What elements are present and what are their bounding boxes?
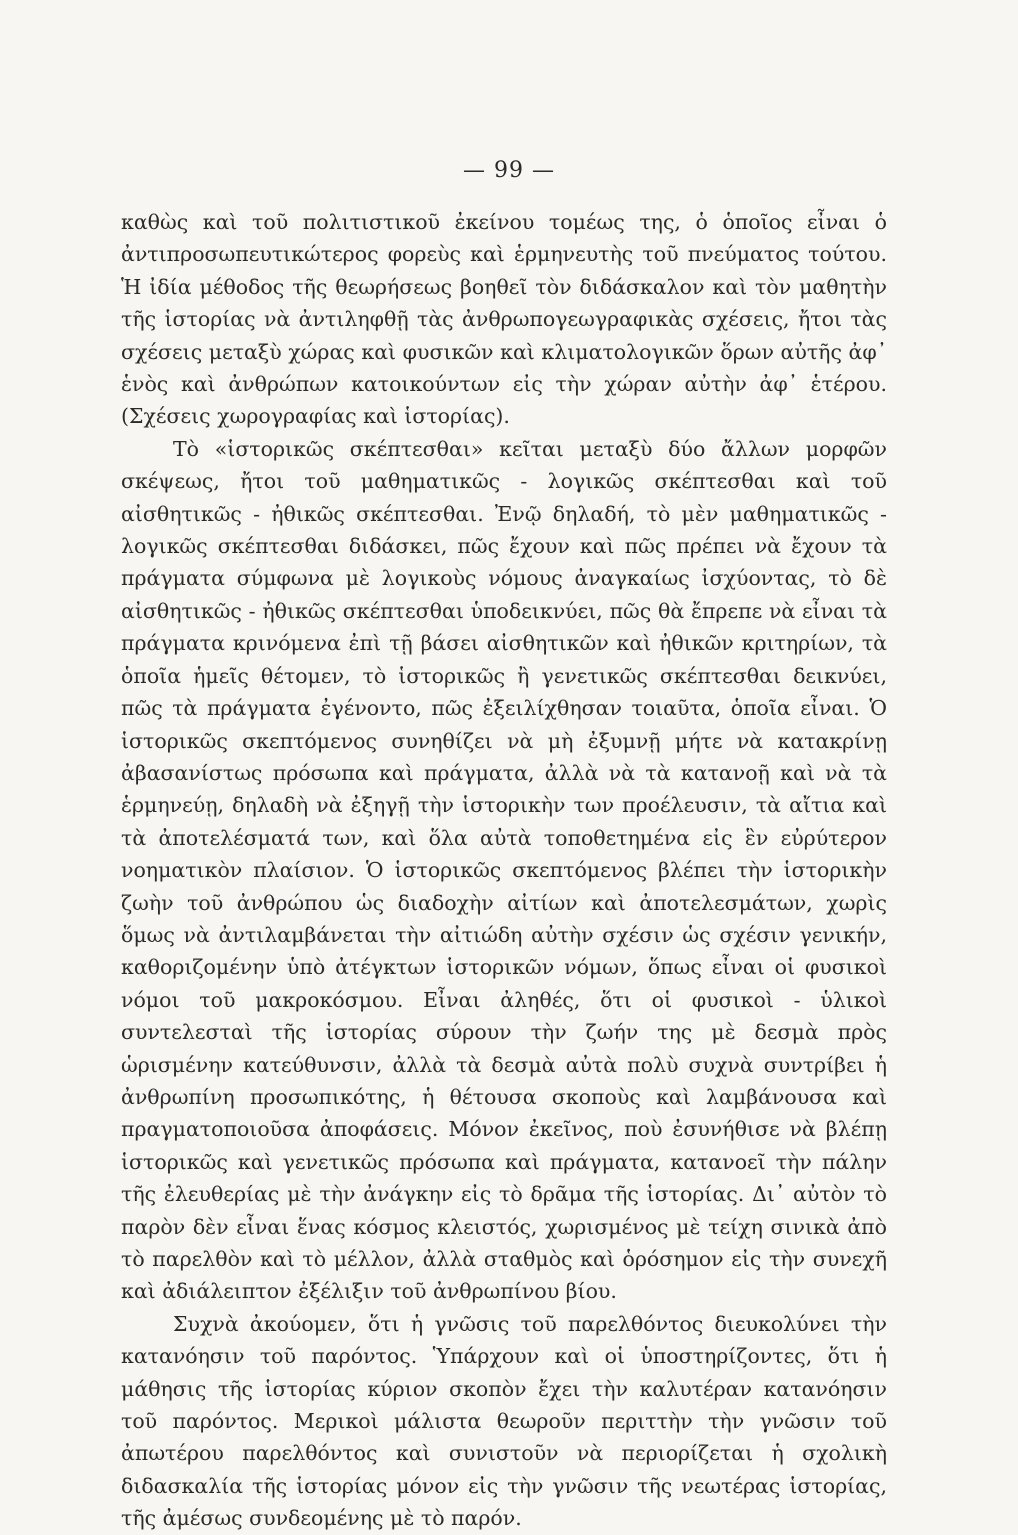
paragraph-historical-thinking: Τὸ «ἱστορικῶς σκέπτεσθαι» κεῖται μεταξὺ δύο ἄλλων μορφῶν σκέψεως, ἤτοι τοῦ μαθηματικῶς - λογικῶς σκέπτεσθαι καὶ τοῦ αἰσθητικῶς - ἠθικῶς σκέπτεσθαι. Ἐνῷ δηλαδή, τὸ μὲν μαθηματικῶς - λογικῶς σκέπτεσθαι διδάσκει, πῶς ἔχουν καὶ πῶς πρέπει νὰ ἔχουν τὰ πράγματα σύμφωνα μὲ λογικοὺς νόμους ἀναγκαίως ἰσχύοντας, τὸ δὲ αἰσθητικῶς - ἠθικῶς σκέπτεσθαι ὑποδεικνύει, πῶς θὰ ἔπρεπε νὰ εἶναι τὰ πράγματα κρινόμενα ἐπὶ τῇ βάσει αἰσθητικῶν καὶ ἠθικῶν κριτηρίων, τὰ ὁποῖα ἡμεῖς θέτομεν, τὸ ἱστορικῶς ἢ γενετικῶς σκέπτεσθαι δεικνύει, πῶς τὰ πράγματα ἐγένοντο, πῶς ἐξειλίχθησαν τοιαῦτα, ὁποῖα εἶναι. Ὁ ἱστορικῶς σκεπτόμενος συνηθίζει νὰ μὴ ἐξυμνῇ μήτε νὰ κατακρίνῃ ἀβασανίστως πρόσωπα καὶ πράγματα, ἀλλὰ νὰ τὰ κατανοῇ καὶ νὰ τὰ ἑρμηνεύῃ, δηλαδὴ νὰ ἐξηγῇ τὴν ἱστορικὴν των προέλευσιν, τὰ αἴτια καὶ τὰ ἀποτελέσματά των, καὶ ὅλα αὐτὰ τοποθετημένα εἰς ἓν εὐρύτερον νοηματικὸν πλαίσιον. Ὁ ἱστορικῶς σκεπτόμενος βλέπει τὴν ἱστορικὴν ζωὴν τοῦ ἀνθρώπου ὡς διαδοχὴν αἰτίων καὶ ἀποτελεσμάτων, χωρὶς ὅμως νὰ ἀντιλαμβάνεται τὴν αἰτιώδη αὐτὴν σχέσιν ὡς σχέσιν γενικήν, καθοριζομένην ὑπὸ ἀτέγκτων ἱστορικῶν νόμων, ὅπως εἶναι οἱ φυσικοὶ νόμοι τοῦ μακροκόσμου. Εἶναι ἀληθές, ὅτι οἱ φυσικοὶ - ὑλικοὶ συντελεσταὶ τῆς ἱστορίας σύρουν τὴν ζωήν της μὲ δεσμὰ πρὸς ὡρισμένην κατεύθυνσιν, ἀλλὰ τὰ δεσμὰ αὐτὰ πολὺ συχνὰ συντρίβει ἡ ἀνθρωπίνη προσωπικότης, ἡ θέτουσα σκοποὺς καὶ λαμβάνουσα καὶ πραγματοποιοῦσα ἀποφάσεις. Μόνον ἐκεῖνος, ποὺ ἐσυνήθισε νὰ βλέπῃ ἱστορικῶς καὶ γενετικῶς πρόσωπα καὶ πράγματα, κατανοεῖ τὴν πάλην τῆς ἐλευθερίας μὲ τὴν ἀνάγκην εἰς τὸ δρᾶμα τῆς ἱστορίας. Δι᾽ αὐτὸν τὸ παρὸν δὲν εἶναι ἕνας κόσμος κλειστός, χωρισμένος μὲ τείχη σινικὰ ἀπὸ τὸ παρελθὸν καὶ τὸ μέλλον, ἀλλὰ σταθμὸς καὶ ὁρόσημον εἰς τὴν συνεχῆ καὶ ἀδιάλειπτον ἐξέλιξιν τοῦ ἀνθρωπίνου βίου.	[121, 436, 887, 1304]
body-text	[121, 206, 887, 1535]
paragraph-continued: καθὼς καὶ τοῦ πολιτιστικοῦ ἐκείνου τομέως της, ὁ ὁποῖος εἶναι ὁ ἀντιπροσωπευτικώτερος φορεὺς καὶ ἑρμηνευτὴς τοῦ πνεύματος τούτου. Ἡ ἰδία μέθοδος τῆς θεωρήσεως βοηθεῖ τὸν διδάσκαλον καὶ τὸν μαθητὴν τῆς ἱστορίας νὰ ἀντιληφθῇ τὰς ἀνθρωπογεωγραφικὰς σχέσεις, ἤτοι τὰς σχέσεις μεταξὺ χώρας καὶ φυσικῶν καὶ κλιματολογικῶν ὅρων αὐτῆς ἀφ᾽ ἑνὸς καὶ ἀνθρώπων κατοικούντων εἰς τὴν χώραν αὐτὴν ἀφ᾽ ἑτέρου. (Σχέσεις χωρογραφίας καὶ ἱστορίας).	[121, 210, 887, 429]
page-number: — 99 —	[463, 158, 555, 183]
paragraph-past-and-present: Συχνὰ ἀκούομεν, ὅτι ἡ γνῶσις τοῦ παρελθόντος διευκολύνει τὴν κατανόησιν τοῦ παρόντος. Ὑπάρχουν καὶ οἱ ὑποστηρίζοντες, ὅτι ἡ μάθησις τῆς ἱστορίας κύριον σκοπὸν ἔχει τὴν καλυτέραν κατανόησιν τοῦ παρόντος. Μερικοὶ μάλιστα θεωροῦν περιττὴν τὴν γνῶσιν τοῦ ἀπωτέρου παρελθόντος καὶ συνιστοῦν νὰ περιορίζεται ἡ σχολικὴ διδασκαλία τῆς ἱστορίας μόνον εἰς τὴν γνῶσιν τῆς νεωτέρας ἱστορίας, τῆς ἀμέσως συνδεομένης μὲ τὸ παρόν.	[121, 1311, 887, 1531]
